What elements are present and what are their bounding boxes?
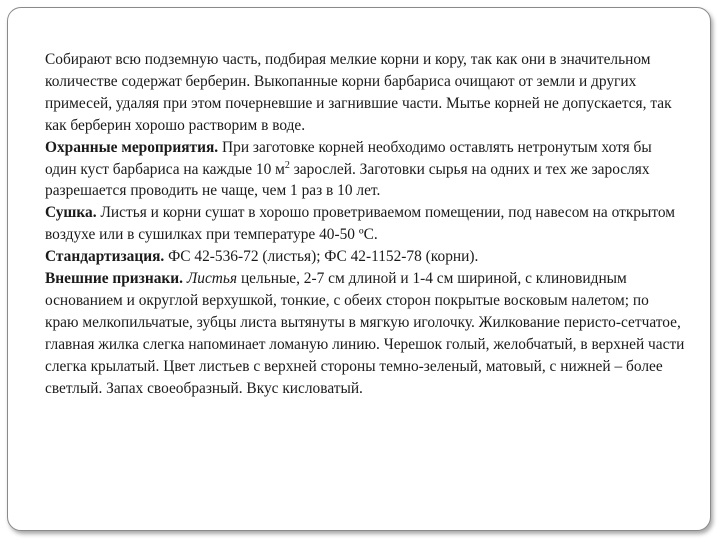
- heading-drying: Сушка.: [45, 204, 97, 222]
- leaves-italic: Листья: [186, 270, 238, 288]
- paragraph-collection: Собирают всю подземную часть, подбирая мелкие корни и кору, так как они в значительном количестве содержат берберин. Выкопанные корни барбариса очищают от земли и других примесей, удаляя при этом почерневшие и загнившие части. Мытье корней не допускается, так как берберин хорошо растворим в воде.: [45, 51, 672, 134]
- heading-external-features: Внешние признаки.: [45, 270, 183, 288]
- protection-text-a: При заготовке корней необходимо оставлять нетронутым хотя бы один куст барбариса на каждые 10 м: [45, 138, 652, 178]
- slide-frame: [7, 7, 711, 531]
- heading-protection: Охранные мероприятия.: [45, 138, 219, 156]
- paragraph-external-features: [45, 268, 685, 399]
- body-text: [45, 49, 685, 400]
- paragraph-protection: [45, 137, 685, 203]
- external-features-text: цельные, 2-7 см длиной и 1-4 см шириной, с клиновидным основанием и округлой верхушкой, тонкие, с обеих сторон покрытые восковым налетом; по краю мелкопильчатые, зубцы листа вытянуты в мягкую иголочку. Жилкование перисто-сетчатое, главная жилка слегка напоминает ломаную линию. Черешок голый, желобчатый, в верхней части слегка крылатый. Цвет листьев с верхней стороны темно-зеленый, матовый, с нижней – более светлый. Запах своеобразный. Вкус кисловатый.: [45, 270, 685, 397]
- drying-text: Листья и корни сушат в хорошо проветриваемом помещении, под навесом на открытом воздухе или в сушилках при температуре 40-50 ºС.: [45, 204, 675, 244]
- heading-standardization: Стандартизация.: [45, 248, 165, 266]
- protection-text-b: зарослей. Заготовки сырья на одних и тех же зарослях разрешается проводить не чаще, чем 1 раз в 10 лет.: [45, 160, 650, 200]
- paragraph-drying: [45, 202, 685, 246]
- standardization-text: ФС 42-536-72 (листья); ФС 42-1152-78 (корни).: [164, 248, 479, 266]
- superscript-2: 2: [284, 159, 290, 171]
- paragraph-standardization: [45, 246, 685, 268]
